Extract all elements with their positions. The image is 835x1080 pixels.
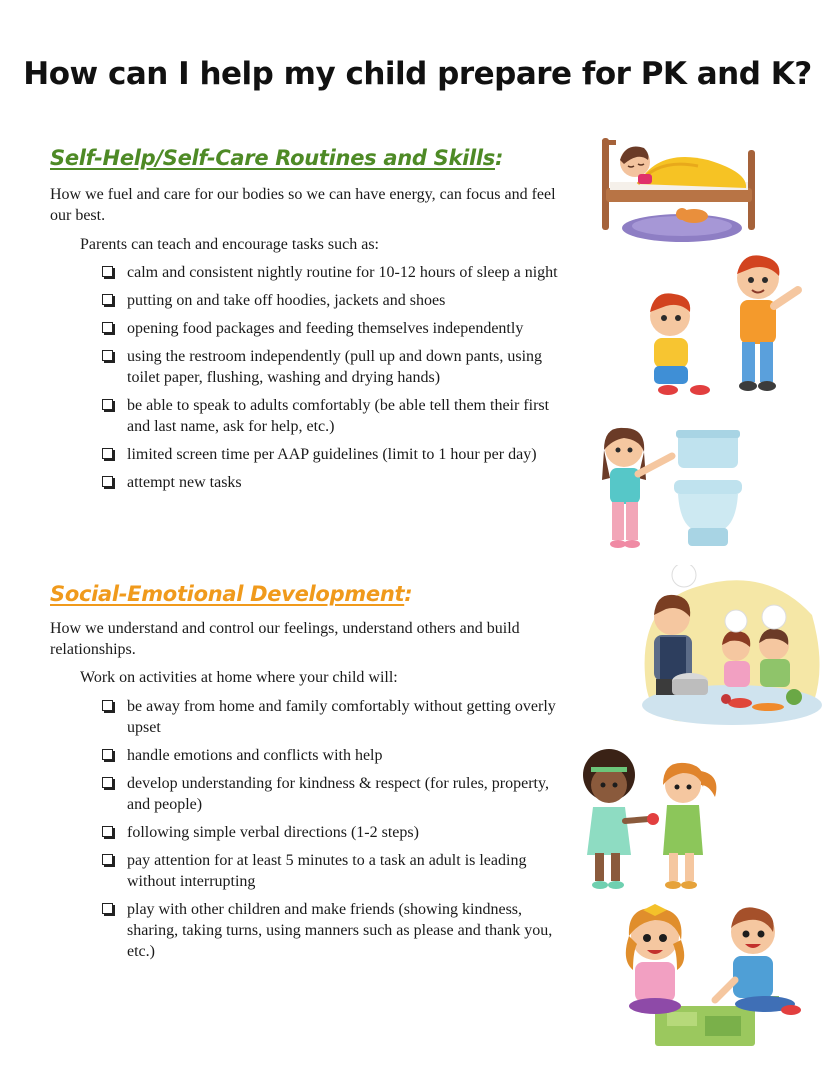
checkbox-bullet-icon (102, 448, 113, 459)
list-item (100, 773, 570, 815)
kids-puzzle-illustration (615, 900, 815, 1052)
section-description: How we understand and control our feelings, understand others and build relationships. (50, 620, 520, 658)
list-item-text: calm and consistent nightly routine for 10-12 hours of sleep a night (127, 264, 558, 281)
heading-colon: : (495, 146, 504, 170)
checkbox-bullet-icon (102, 749, 113, 760)
checklist-self-care (100, 262, 570, 500)
checkbox-bullet-icon (102, 350, 113, 361)
list-item (100, 822, 570, 843)
list-item (100, 395, 570, 437)
section-intro: Work on activities at home where your child will: (80, 669, 398, 686)
list-item-text: develop understanding for kindness & respect (for rules, property, and people) (127, 775, 549, 813)
checkbox-bullet-icon (102, 322, 113, 333)
checkbox-bullet-icon (102, 399, 113, 410)
section-description: How we fuel and care for our bodies so we can have energy, can focus and feel our best. (50, 186, 556, 224)
list-item-text: using the restroom independently (pull up and down pants, using toilet paper, flushing, washing and drying hands) (127, 348, 543, 386)
list-item (100, 262, 570, 283)
checkbox-bullet-icon (102, 266, 113, 277)
list-item-text: be able to speak to adults comfortably (be able tell them their first and last name, ask for help, etc.) (127, 397, 550, 435)
list-item-text: attempt new tasks (127, 474, 242, 491)
checkbox-bullet-icon (102, 854, 113, 865)
list-item (100, 696, 570, 738)
child-sleeping-bed-illustration (598, 128, 763, 246)
checkbox-bullet-icon (102, 903, 113, 914)
checkbox-bullet-icon (102, 777, 113, 788)
list-item-text: pay attention for at least 5 minutes to a task an adult is leading without interrupting (127, 852, 527, 890)
list-item-text: play with other children and make friends (showing kindness, sharing, taking turns, using manners such as please and thank you, etc.) (127, 901, 553, 960)
heading-colon: : (404, 582, 413, 606)
checkbox-bullet-icon (102, 700, 113, 711)
page-title: How can I help my child prepare for PK and K? (23, 56, 812, 92)
girl-toilet-illustration (590, 420, 750, 552)
list-item (100, 899, 570, 962)
checkbox-bullet-icon (102, 826, 113, 837)
list-item-text: opening food packages and feeding themselves independently (127, 320, 524, 337)
section-heading-text: Self-Help/Self-Care Routines and Skills (50, 146, 495, 170)
girls-sharing-illustration (575, 745, 725, 893)
list-item-text: following simple verbal directions (1-2 steps) (127, 824, 419, 841)
list-item-text: putting on and take off hoodies, jackets and shoes (127, 292, 446, 309)
list-item (100, 346, 570, 388)
section-heading-text: Social-Emotional Development (50, 582, 405, 606)
kids-dressing-illustration (638, 250, 808, 400)
list-item (100, 745, 570, 766)
checkbox-bullet-icon (102, 476, 113, 487)
list-item-text: handle emotions and conflicts with help (127, 747, 383, 764)
family-cooking-illustration (636, 565, 822, 731)
list-item (100, 444, 570, 465)
list-item-text: be away from home and family comfortably without getting overly upset (127, 698, 556, 736)
list-item (100, 318, 570, 339)
list-item (100, 850, 570, 892)
checklist-social-emotional (100, 696, 570, 969)
section-heading-self-care (50, 146, 503, 170)
list-item (100, 472, 570, 493)
section-intro: Parents can teach and encourage tasks such as: (80, 236, 379, 253)
section-heading-social-emotional (50, 582, 412, 606)
list-item (100, 290, 570, 311)
checkbox-bullet-icon (102, 294, 113, 305)
list-item-text: limited screen time per AAP guidelines (limit to 1 hour per day) (127, 446, 537, 463)
